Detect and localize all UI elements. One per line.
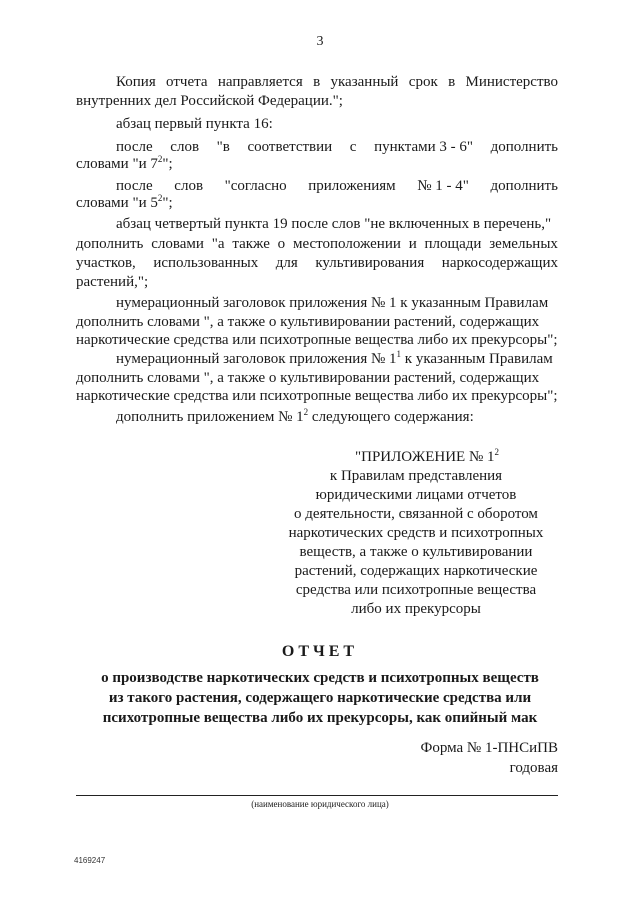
appendix-line: к Правилам представления — [329, 468, 503, 484]
word: в — [448, 74, 456, 90]
page-number: 3 — [316, 34, 324, 49]
word: дополнить — [76, 236, 144, 252]
word: слов — [170, 139, 200, 155]
entity-name-line — [76, 795, 558, 796]
word: использованных — [153, 255, 259, 271]
appendix-line: либо их прекурсоры — [351, 601, 481, 617]
p1-line2: внутренних дел Российской Федерации."; — [76, 93, 343, 109]
p4-line1 — [116, 177, 558, 196]
word: срок — [408, 74, 438, 90]
word: приложениям — [308, 178, 396, 194]
p7-line1: нумерационный заголовок приложения № $1^1$ к указанным Правилам — [116, 349, 553, 367]
word: также — [232, 236, 270, 252]
p5-line4: растений,"; — [76, 274, 149, 290]
appendix-line: юридическими лицами отчетов — [315, 487, 517, 503]
report-subtitle-line: о производстве наркотических средств и психотропных веществ — [101, 670, 539, 686]
word: № 1 - 4" — [417, 178, 469, 194]
appendix-line: о деятельности, связанной с оборотом — [294, 506, 538, 522]
word: в — [313, 74, 321, 90]
form-number: Форма № 1-ПНСиПВ — [420, 740, 558, 756]
p8-line: дополнить приложением № $1^2$ следующего содержания: — [116, 407, 474, 425]
word: земельных — [489, 236, 558, 252]
word: о — [277, 236, 286, 252]
p5-line2 — [76, 235, 558, 254]
form-period: годовая — [509, 760, 558, 776]
word: для — [275, 255, 298, 271]
word: после — [116, 178, 153, 194]
word: участков, — [76, 255, 136, 271]
appendix-line: веществ, а также о культивировании — [299, 544, 533, 560]
word: Министерство — [465, 74, 558, 90]
p4-line2: словами "и $5^2$"; — [76, 193, 173, 211]
p2-line: абзац первый пункта 16: — [116, 116, 273, 132]
word: дополнить — [490, 178, 558, 194]
word: "а — [211, 236, 225, 252]
entity-name-caption: (наименование юридического лица) — [251, 799, 389, 809]
p6-line3: наркотические средства или психотропные вещества либо их прекурсоры"; — [76, 332, 558, 348]
word: направляется — [217, 74, 303, 90]
word: соответствии — [247, 139, 333, 155]
appendix-line: средства или психотропные вещества — [295, 582, 537, 598]
word: "в — [216, 139, 230, 155]
p6-line2: дополнить словами ", а также о культивировании растений, содержащих — [76, 314, 540, 330]
word: площади — [424, 236, 482, 252]
word: наркосодержащих — [441, 255, 558, 271]
word: с — [349, 139, 357, 155]
word: указанный — [330, 74, 399, 90]
appendix-line: наркотических средств и психотропных — [288, 525, 544, 541]
p7-line2: дополнить словами ", а также о культивировании растений, содержащих — [76, 370, 540, 386]
p5-line3 — [76, 254, 558, 273]
p6-line1: нумерационный заголовок приложения № 1 к указанным Правилам — [116, 295, 549, 311]
document-code: 4169247 — [74, 856, 106, 865]
word: словами — [151, 236, 204, 252]
word: местоположении — [292, 236, 401, 252]
p1-line1 — [116, 73, 558, 92]
word: культивирования — [315, 255, 425, 271]
word: пунктами 3 - 6" — [374, 139, 473, 155]
report-subtitle-line: психотропные вещества либо их прекурсоры, как опийный мак — [102, 710, 538, 726]
appendix-heading: "ПРИЛОЖЕНИЕ № $1^2$ — [355, 447, 500, 465]
p5-line1: абзац четвертый пункта 19 после слов "не включенных в перечень," — [116, 216, 552, 232]
word: и — [408, 236, 417, 252]
word: слов — [174, 178, 204, 194]
report-subtitle — [60, 668, 580, 728]
word: "согласно — [224, 178, 287, 194]
appendix-lines — [285, 468, 547, 618]
report-title: ОТЧЕТ — [281, 643, 359, 660]
p3-line1 — [116, 138, 558, 157]
report-subtitle-line: из такого растения, содержащего наркотические средства или — [108, 690, 532, 706]
word: Копия — [116, 74, 156, 90]
p3-line2: словами "и $7^2$"; — [76, 154, 173, 172]
word: после — [116, 139, 153, 155]
word: дополнить — [490, 139, 558, 155]
word: отчета — [166, 74, 208, 90]
appendix-line: растений, содержащих наркотические — [294, 563, 538, 579]
p7-line3: наркотические средства или психотропные вещества либо их прекурсоры"; — [76, 388, 558, 404]
